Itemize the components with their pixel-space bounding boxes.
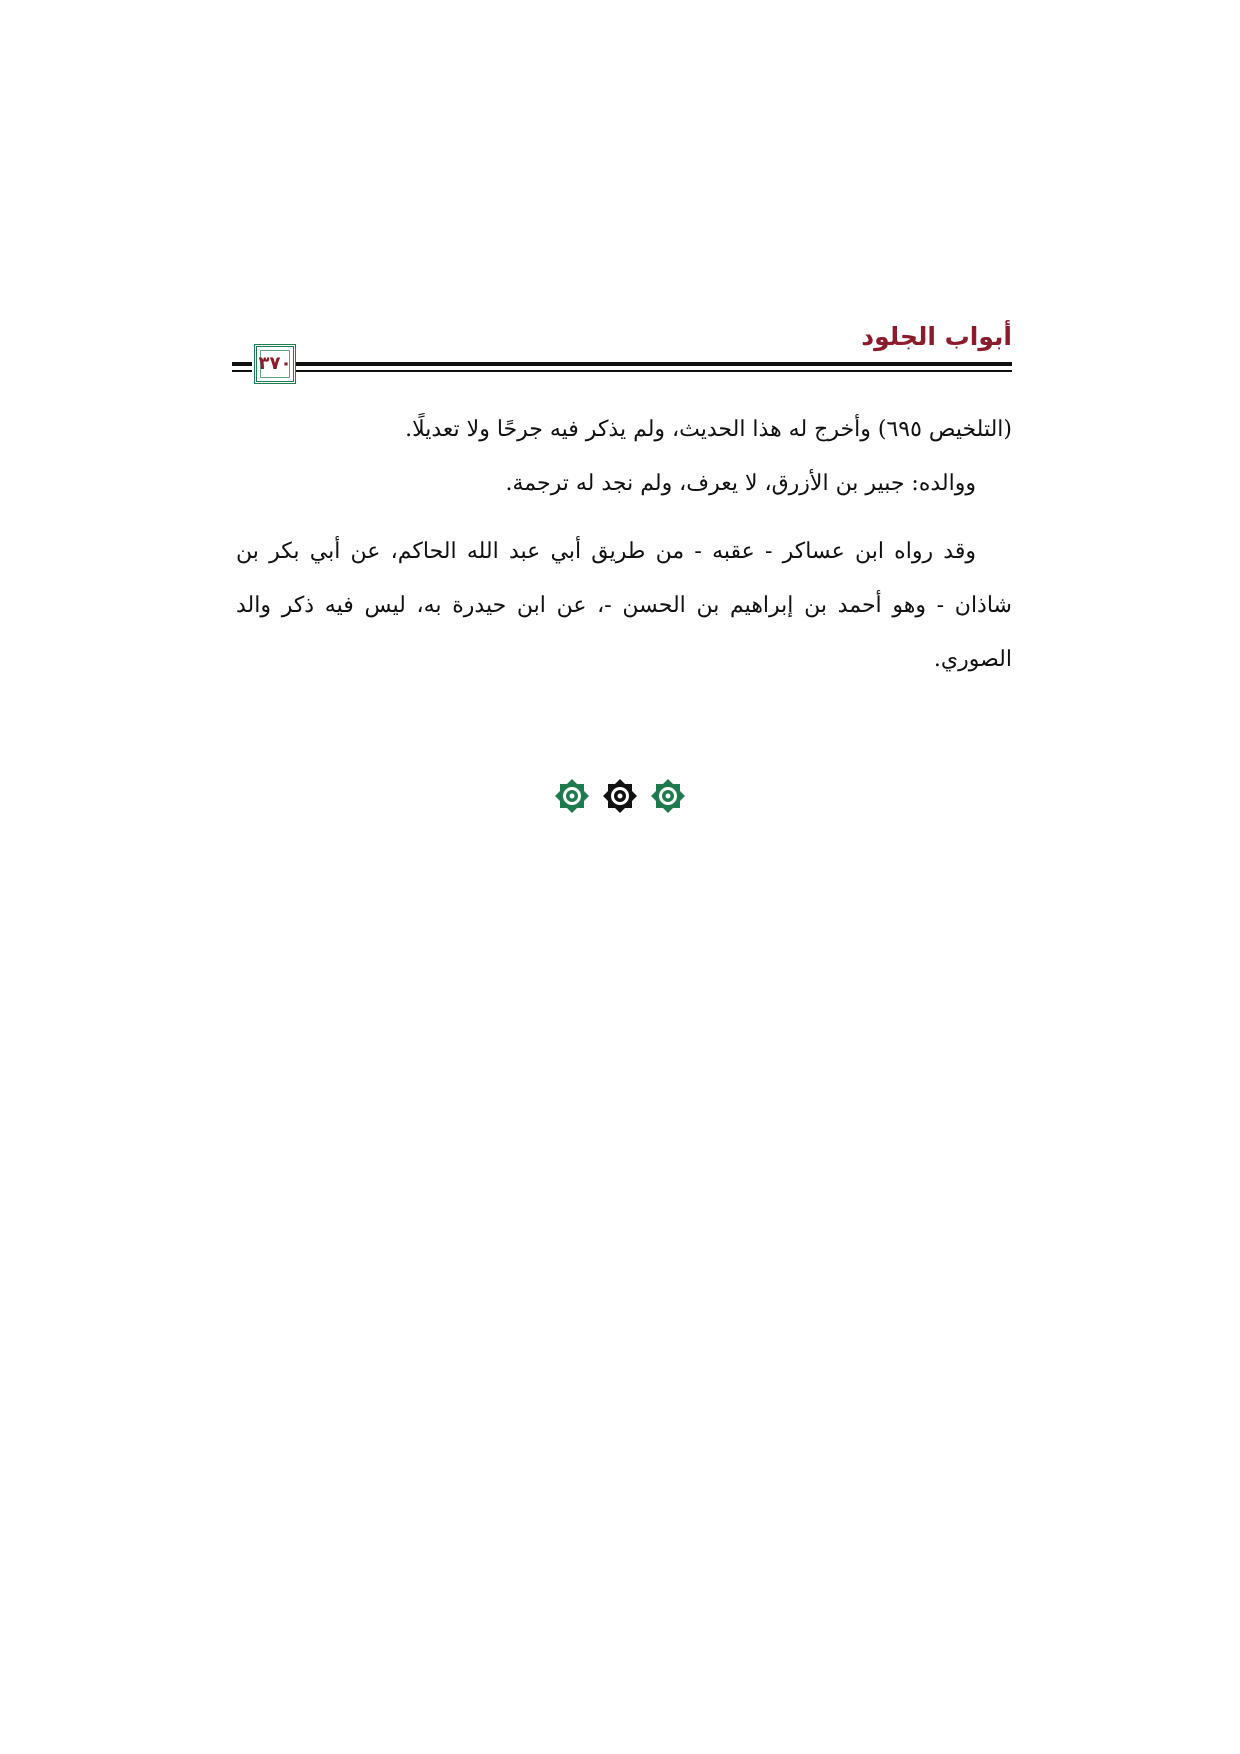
paragraph-narration: وقد رواه ابن عساكر - عقبه - من طريق أبي عبد الله الحاكم، عن أبي بكر بن شاذان - وهو أحمد بن إبراهيم بن الحسن -، عن ابن حيدرة به، ليس فيه ذكر والد الصوري. <box>236 539 1012 672</box>
header-rule-thick <box>296 362 1012 366</box>
page-number: ٣٧٠ <box>258 353 292 374</box>
star-flower-icon <box>552 776 592 816</box>
star-flower-icon <box>648 776 688 816</box>
body-text <box>236 403 1012 687</box>
header-rule-thin <box>296 370 1012 372</box>
header-rule-stub-thin <box>232 370 252 372</box>
paragraph-father: ووالده: جبير بن الأزرق، لا يعرف، ولم نجد له ترجمة. <box>505 471 976 496</box>
section-end-ornaments <box>520 771 720 821</box>
header-rule-stub-thick <box>232 362 252 366</box>
page-number-frame <box>254 344 296 384</box>
paragraph-reference: (التلخيص ٦٩٥) وأخرج له هذا الحديث، ولم يذكر فيه جرحًا ولا تعديلًا. <box>405 417 1012 442</box>
chapter-title: أبواب الجلود <box>861 322 1012 351</box>
star-flower-icon <box>600 776 640 816</box>
page-header <box>236 322 1012 392</box>
